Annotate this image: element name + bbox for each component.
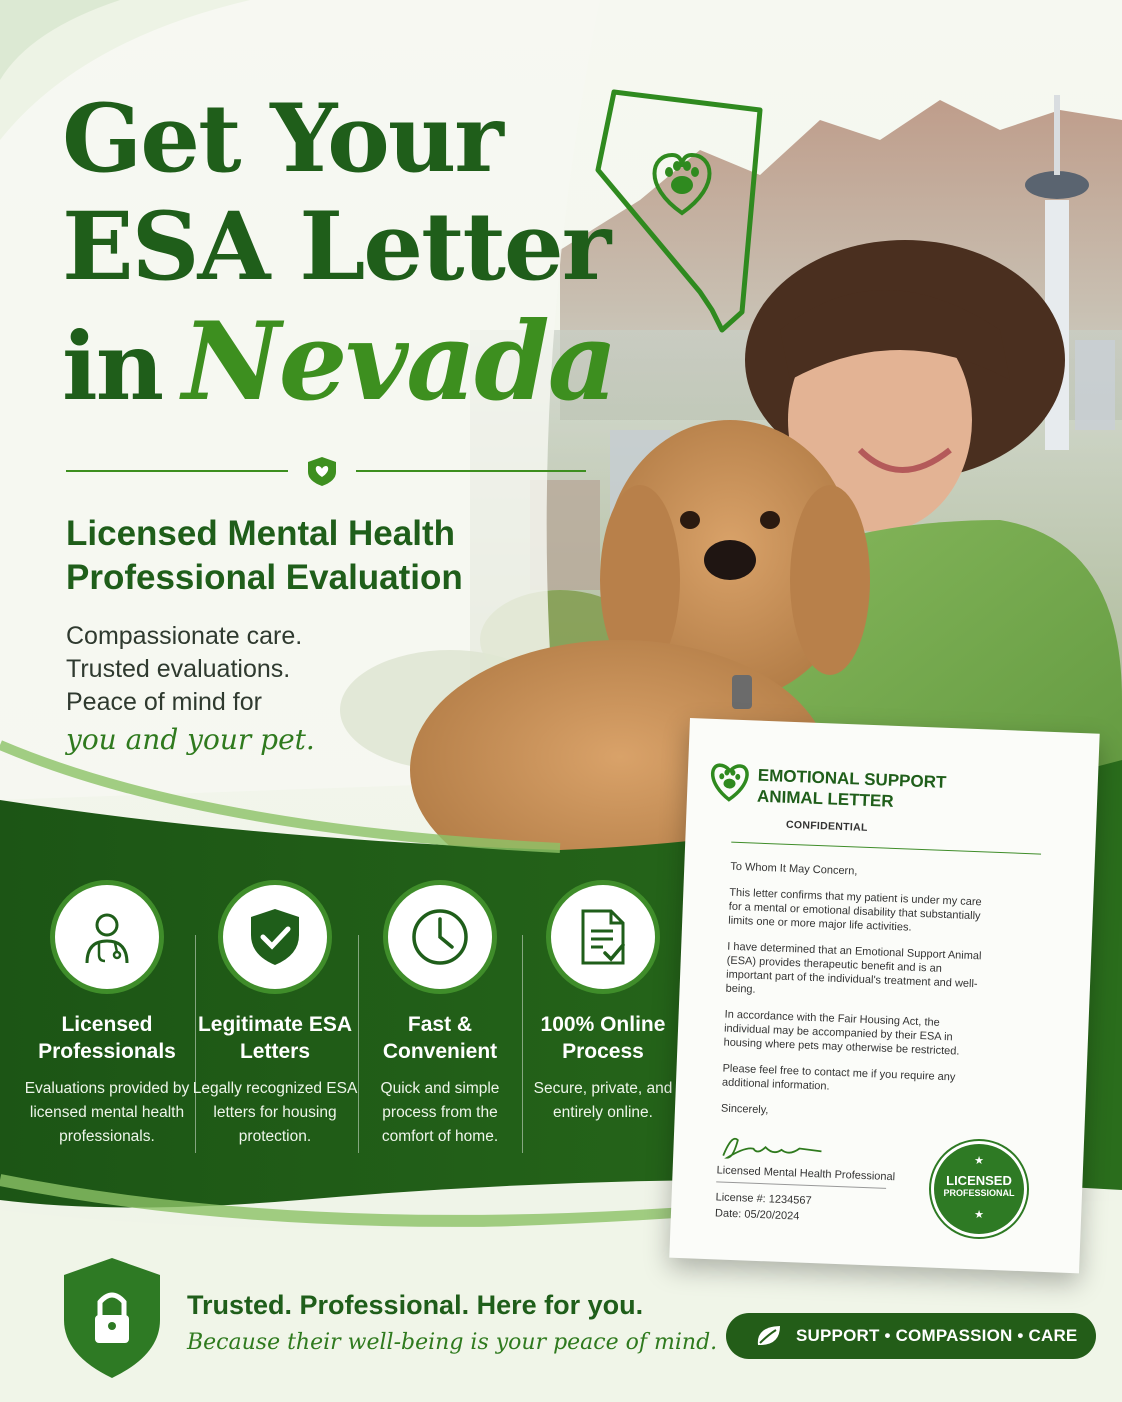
headline-line-2: ESA Letter bbox=[62, 192, 610, 302]
star-icon: ★ bbox=[974, 1209, 984, 1221]
star-icon: ★ bbox=[974, 1155, 984, 1167]
headline-prefix: in bbox=[62, 312, 163, 422]
document-check-icon bbox=[551, 885, 655, 989]
feature-desc: Evaluations provided by licensed mental health professionals. bbox=[24, 1080, 190, 1145]
signature bbox=[717, 1131, 828, 1165]
letter-rule bbox=[731, 842, 1041, 855]
headline-line-3 bbox=[62, 299, 622, 425]
letter-paragraph: I have determined that an Emotional Support Animal (ESA) provides therapeutic benefit and is an important part of the individual's treatment and well-being. bbox=[725, 940, 982, 996]
letter-date: Date: 05/20/2024 bbox=[714, 1207, 800, 1223]
feature-fast bbox=[355, 885, 525, 1149]
letter-title-line-1: EMOTIONAL SUPPORT bbox=[757, 765, 947, 792]
letter-signer: Licensed Mental Health Professional bbox=[716, 1164, 896, 1184]
values-pill-text: SUPPORT • COMPASSION • CARE bbox=[796, 1326, 1078, 1345]
heart-paw-icon bbox=[707, 759, 753, 805]
seal-line-2: PROFESSIONAL bbox=[943, 1188, 1015, 1198]
tagline-line-4: you and your pet. bbox=[66, 723, 315, 756]
tagline-line-3: Peace of mind for bbox=[66, 688, 262, 716]
headline-state: Nevada bbox=[182, 299, 616, 425]
tagline-line-1: Compassionate care. bbox=[66, 622, 303, 650]
title-divider bbox=[66, 456, 586, 486]
footer-headline: Trusted. Professional. Here for you. bbox=[187, 1290, 644, 1320]
values-pill bbox=[726, 1313, 1096, 1359]
tagline-line-2: Trusted evaluations. bbox=[66, 655, 291, 683]
feature-online bbox=[518, 885, 688, 1125]
seal-line-1: LICENSED bbox=[946, 1173, 1012, 1188]
letter-license: License #: 1234567 bbox=[715, 1191, 812, 1208]
tagline bbox=[66, 620, 466, 756]
letter-paragraph: This letter confirms that my patient is under my care for a mental or emotional disability that substantially limits one or more major life activities. bbox=[728, 886, 982, 934]
letter-closing: Sincerely, bbox=[720, 1102, 769, 1117]
feature-licensed bbox=[22, 885, 192, 1149]
feature-title: Fast & Convenient bbox=[382, 1013, 498, 1063]
letter-paragraph: In accordance with the Fair Housing Act, the individual may be accompanied by their ESA in housing where pets may otherwise be restricted. bbox=[723, 1008, 960, 1058]
letter-title-line-2: ANIMAL LETTER bbox=[756, 786, 894, 811]
feature-title: Legitimate ESA Letters bbox=[197, 1013, 353, 1063]
feature-title: Licensed Professionals bbox=[38, 1013, 176, 1063]
feature-desc: Quick and simple process from the comfort of home. bbox=[380, 1080, 500, 1145]
feature-desc: Legally recognized ESA letters for housing protection. bbox=[192, 1080, 358, 1145]
doctor-icon bbox=[55, 885, 159, 989]
clock-icon bbox=[388, 885, 492, 989]
letter-license-info bbox=[715, 1189, 812, 1225]
leaf-icon bbox=[754, 1323, 784, 1349]
letter-confidential: CONFIDENTIAL bbox=[785, 818, 868, 834]
shield-check-icon bbox=[223, 885, 327, 989]
letter-paragraph: Please feel free to contact me if you require any additional information. bbox=[721, 1062, 956, 1093]
letter-title bbox=[757, 765, 1078, 819]
headline-line-1: Get Your bbox=[62, 84, 502, 194]
letter-salutation: To Whom It May Concern, bbox=[730, 860, 858, 878]
subhead: Licensed Mental Health Professional Evaluation bbox=[66, 514, 463, 597]
feature-desc: Secure, private, and entirely online. bbox=[533, 1080, 673, 1121]
esa-letter-document bbox=[669, 718, 1099, 1273]
headline bbox=[62, 84, 622, 425]
footer-tagline: Because their well-being is your peace of mind. bbox=[187, 1330, 718, 1355]
feature-legitimate bbox=[190, 885, 360, 1149]
feature-title: 100% Online Process bbox=[540, 1013, 666, 1063]
letter-body bbox=[720, 860, 992, 1138]
licensed-seal bbox=[934, 1144, 1024, 1234]
